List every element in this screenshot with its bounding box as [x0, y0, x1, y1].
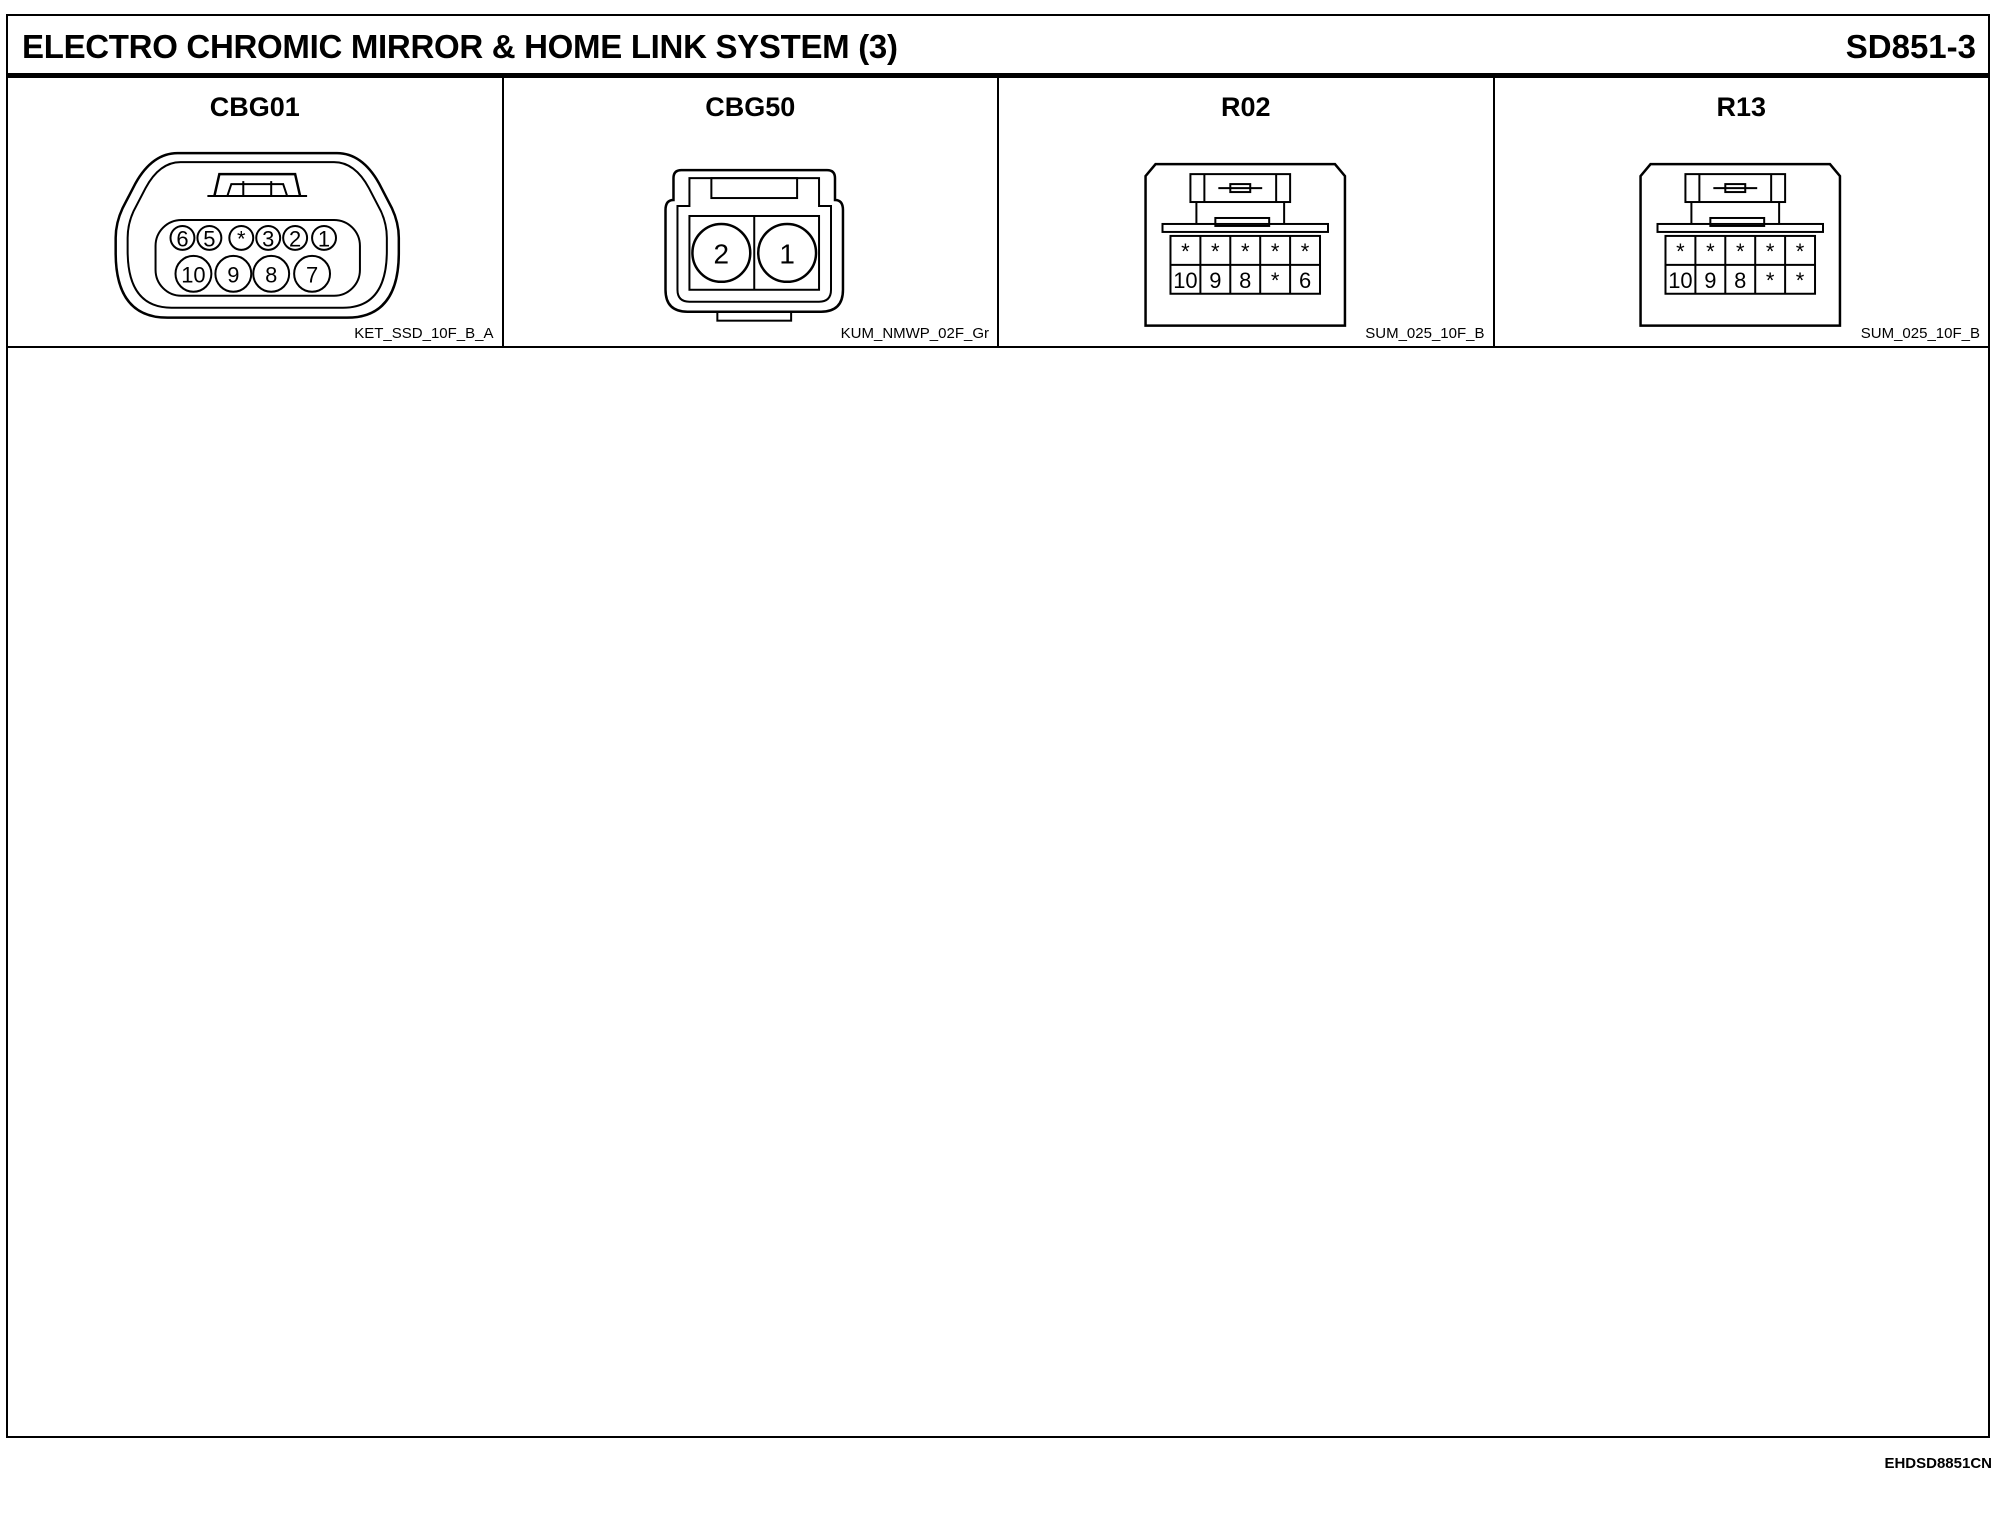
pin-number: 8 [265, 262, 278, 288]
pin-unused-mark: * [1675, 238, 1685, 264]
pin-number: 8 [1733, 267, 1746, 293]
footer-code: EHDSD8851CN [1884, 1455, 1992, 1472]
connector-cell-r13 [1495, 78, 1989, 346]
diagram-frame [6, 14, 1990, 1438]
connector-cell-cbg50 [504, 78, 1000, 346]
pin-number: 10 [181, 262, 206, 288]
connector-type: SUM_025_10F_B [1365, 325, 1485, 342]
connector-type: KET_SSD_10F_B_A [354, 325, 494, 342]
pin-number: 2 [289, 226, 302, 252]
page-title: ELECTRO CHROMIC MIRROR & HOME LINK SYSTEM (3) [22, 28, 898, 65]
pin-number: 2 [713, 238, 729, 270]
page-code: SD851-3 [1845, 28, 1976, 65]
pin-number: 6 [1298, 267, 1312, 293]
pin-number: 6 [176, 226, 189, 252]
connector-type: KUM_NMWP_02F_Gr [840, 325, 989, 342]
connector-name: CBG01 [209, 92, 300, 122]
pin-number: 5 [203, 226, 216, 252]
pin-unused-mark: * [1300, 238, 1310, 264]
pin-number: 1 [778, 238, 795, 270]
connector-r02-pin-grid [1170, 236, 1320, 294]
pin-unused-mark: * [1705, 238, 1715, 264]
pin-number: 8 [1239, 267, 1252, 293]
connector-cell-r02 [999, 78, 1495, 346]
connector-name: R02 [1220, 92, 1271, 122]
pin-unused-mark: * [1270, 267, 1280, 293]
pin-number: 10 [1173, 267, 1198, 293]
pin-unused-mark: * [1240, 238, 1250, 264]
pin-number: 3 [262, 226, 275, 252]
connector-cell-cbg01 [8, 78, 504, 346]
connector-name: CBG50 [705, 92, 796, 122]
pin-unused-mark: * [1211, 238, 1220, 264]
pin-number: 9 [227, 262, 240, 288]
connector-cbg01-top-row [171, 226, 336, 251]
pin-unused-mark: * [1270, 238, 1280, 264]
pin-unused-mark: * [1735, 238, 1745, 264]
pin-unused-mark: * [1795, 238, 1804, 264]
connector-name: R13 [1716, 92, 1767, 122]
connector-cbg50-lock-tab [711, 178, 797, 198]
connector-cbg01-bottom-row [175, 256, 330, 292]
connector-r13-pin-grid [1665, 236, 1815, 294]
pin-unused-mark: * [1795, 267, 1804, 293]
connector-cbg50-bottom-key [717, 312, 791, 321]
pin-number: 9 [1703, 267, 1716, 293]
title-bar [8, 16, 1988, 78]
pin-number: 9 [1209, 267, 1222, 293]
pin-number: 1 [317, 226, 331, 252]
pin-number: 7 [305, 262, 319, 288]
pin-unused-mark: * [1765, 238, 1774, 264]
connector-row [8, 78, 1988, 348]
connector-type: SUM_025_10F_B [1860, 325, 1980, 342]
pin-unused-mark: * [237, 226, 246, 252]
pin-number: 10 [1667, 267, 1693, 293]
pin-unused-mark: * [1765, 267, 1774, 293]
connector-cbg01-latch-inner [227, 184, 287, 196]
pin-unused-mark: * [1181, 238, 1190, 264]
